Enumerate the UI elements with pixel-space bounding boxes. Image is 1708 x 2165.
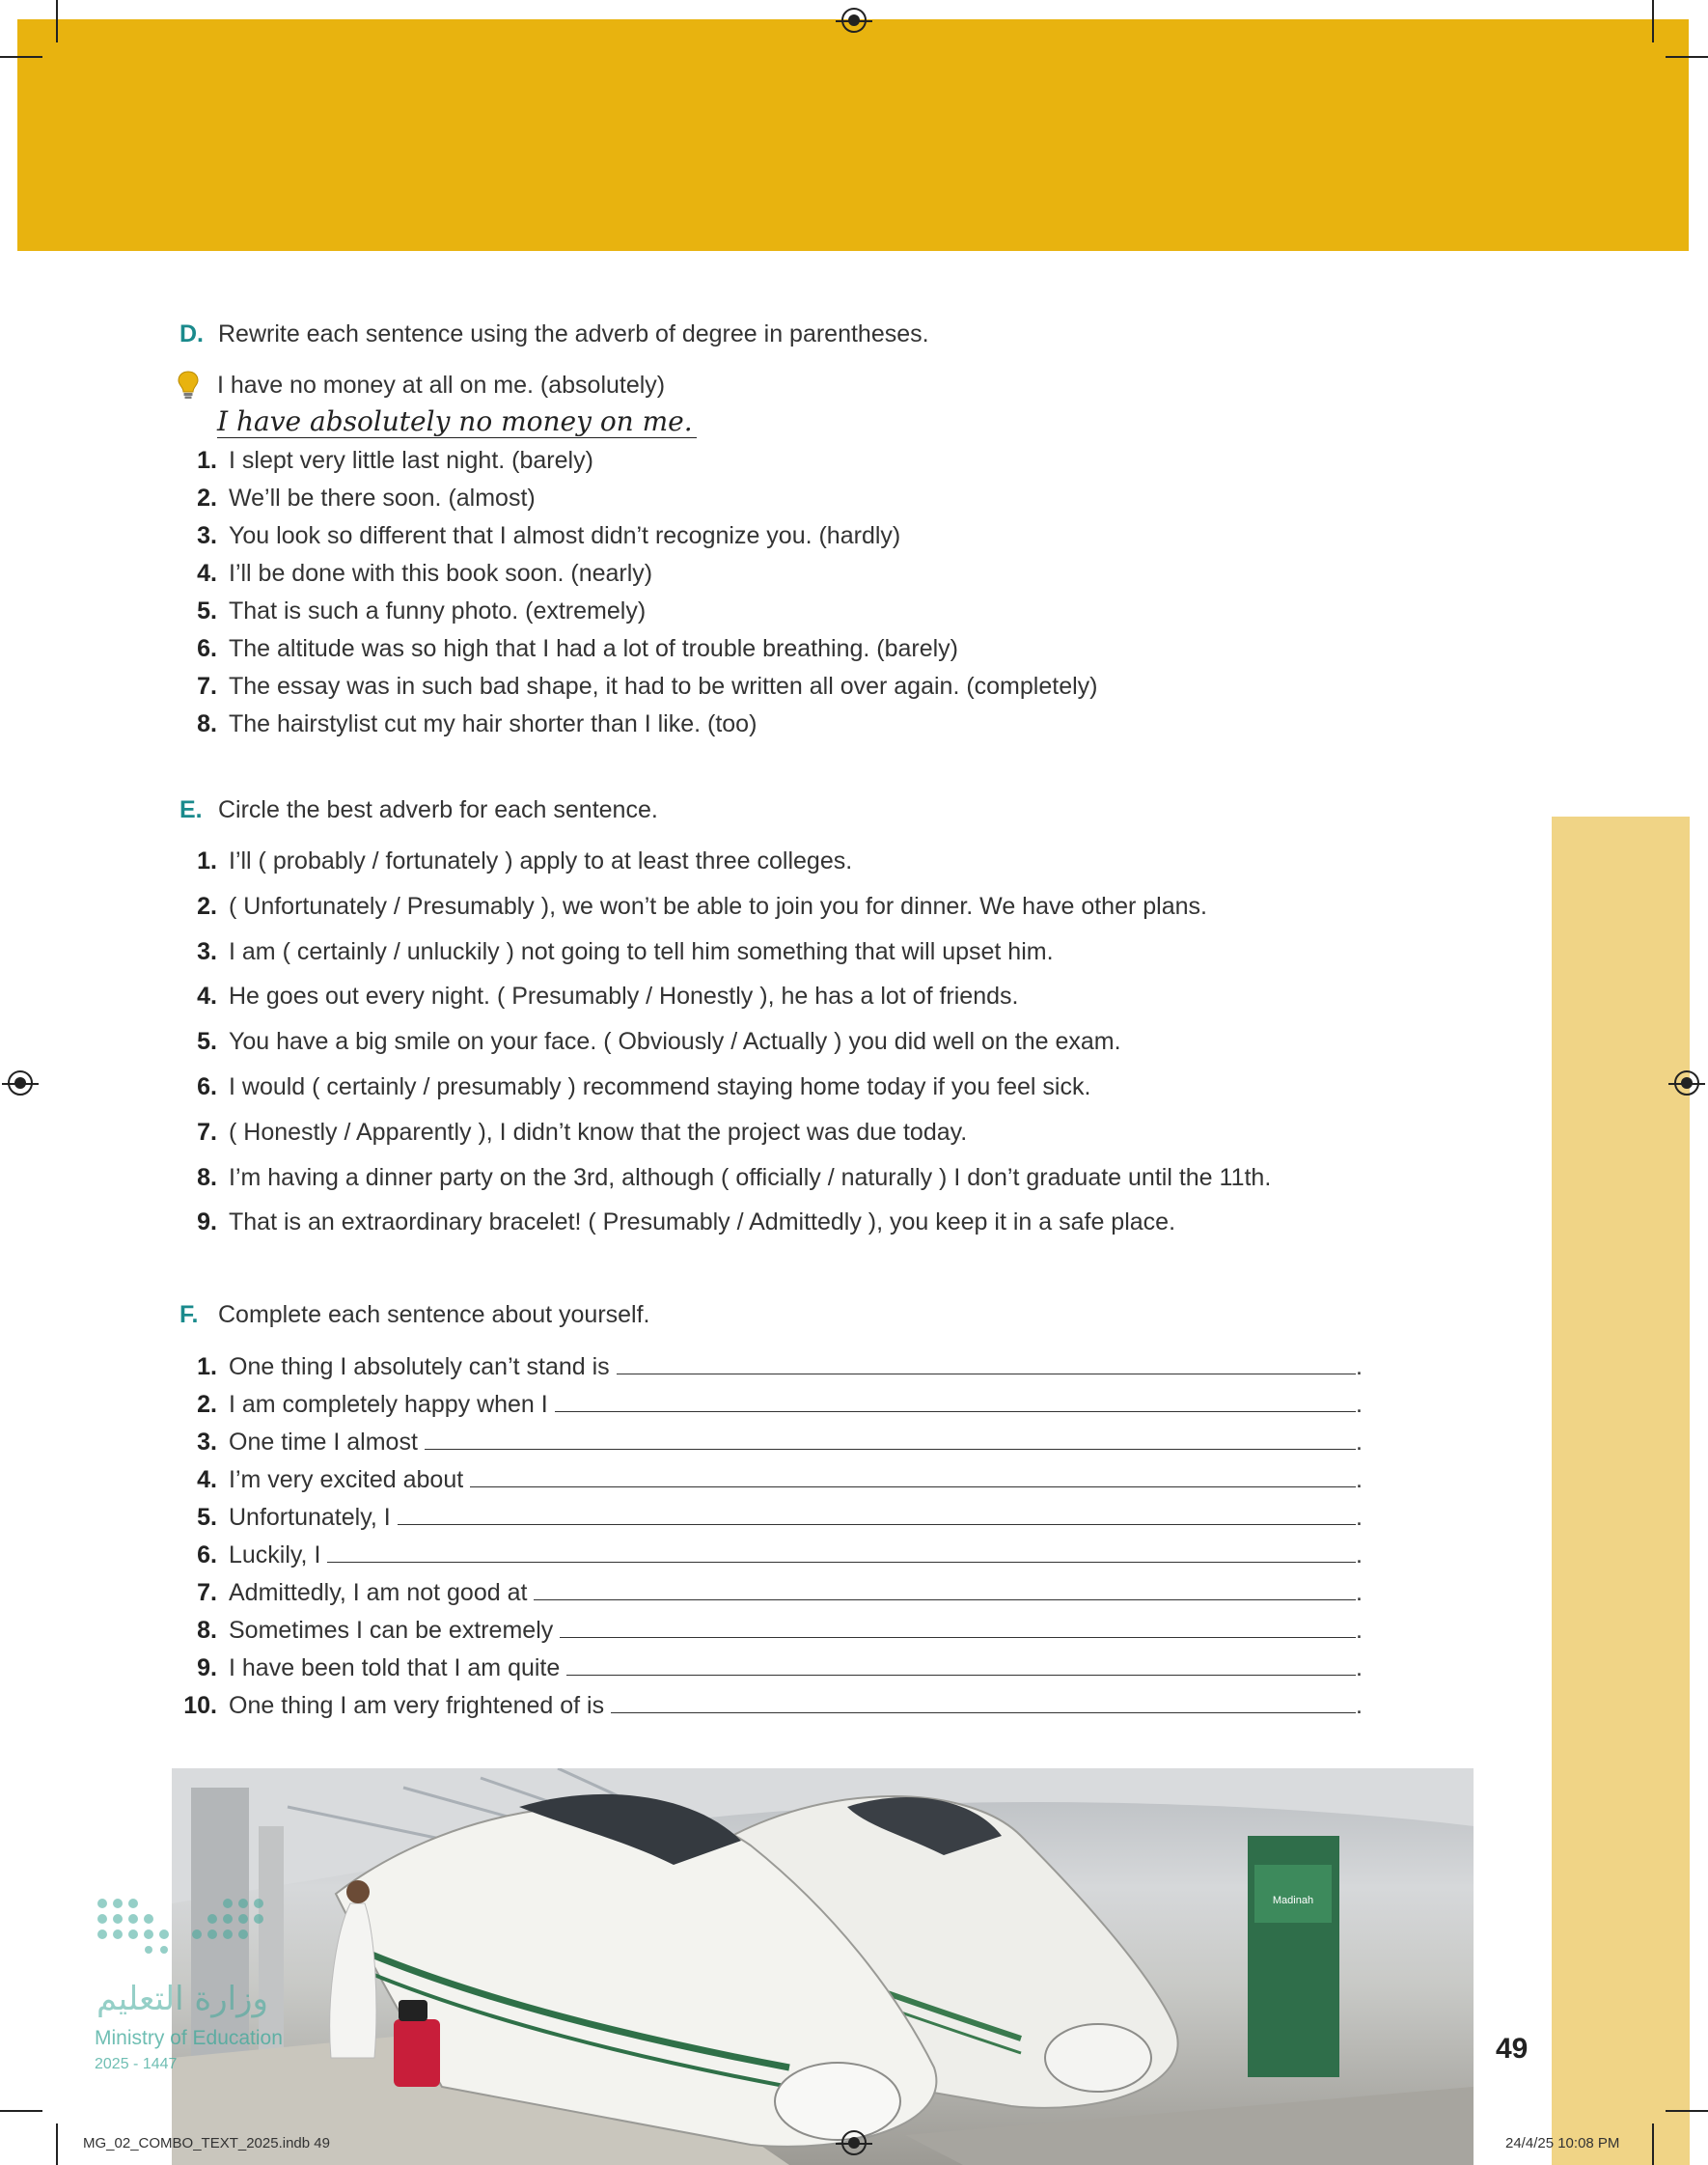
- answer-blank[interactable]: [611, 1693, 1356, 1713]
- example-answer: I have absolutely no money on me.: [217, 405, 697, 438]
- example-question: I have no money at all on me. (absolutely): [217, 372, 666, 399]
- answer-blank[interactable]: [470, 1467, 1356, 1487]
- trim-mark: [1666, 56, 1708, 58]
- trim-mark: [1666, 2110, 1708, 2112]
- list-item: 6. I would ( certainly / presumably ) recommend staying home today if you feel sick.: [197, 1073, 1091, 1100]
- trim-mark: [0, 56, 42, 58]
- list-item: 6. Luckily, I .: [197, 1541, 1363, 1568]
- trim-mark: [0, 2110, 42, 2112]
- list-item: 2. We’ll be there soon. (almost): [197, 485, 536, 512]
- answer-blank[interactable]: [398, 1505, 1356, 1525]
- answer-blank[interactable]: [327, 1542, 1356, 1563]
- list-item: 9. That is an extraordinary bracelet! ( Presumably / Admittedly ), you keep it in a safe place.: [197, 1208, 1176, 1235]
- trim-mark: [56, 2123, 58, 2165]
- section-d-instruction: Rewrite each sentence using the adverb of degree in parentheses.: [218, 320, 929, 347]
- section-e-letter: E.: [179, 796, 203, 823]
- list-item: 5. You have a big smile on your face. ( Obviously / Actually ) you did well on the exam.: [197, 1028, 1121, 1055]
- section-d-letter: D.: [179, 320, 204, 347]
- section-e-instruction: Circle the best adverb for each sentence.: [218, 796, 658, 823]
- list-item: 2. ( Unfortunately / Presumably ), we won’t be able to join you for dinner. We have other plans.: [197, 893, 1207, 920]
- trim-mark: [56, 0, 58, 42]
- list-item: 7. Admittedly, I am not good at .: [197, 1579, 1363, 1606]
- list-item: 2. I am completely happy when I .: [197, 1391, 1363, 1418]
- list-item: 10. One thing I am very frightened of is .: [183, 1692, 1363, 1719]
- list-item: 4. I’ll be done with this book soon. (nearly): [197, 560, 653, 587]
- list-item: 4. He goes out every night. ( Presumably / Honestly ), he has a lot of friends.: [197, 983, 1019, 1010]
- answer-blank[interactable]: [555, 1392, 1356, 1412]
- list-item: 6. The altitude was so high that I had a lot of trouble breathing. (barely): [197, 635, 959, 662]
- registration-mark-icon: [1674, 1070, 1699, 1096]
- side-tab: [1552, 817, 1690, 2165]
- registration-mark-icon: [8, 1070, 33, 1096]
- list-item: 1. I’ll ( probably / fortunately ) apply to at least three colleges.: [197, 847, 853, 874]
- answer-blank[interactable]: [617, 1354, 1356, 1374]
- trim-mark: [1652, 0, 1654, 42]
- trim-mark: [1652, 2123, 1654, 2165]
- logo-english-text: Ministry of Education: [95, 2027, 283, 2049]
- list-item: 3. You look so different that I almost didn’t recognize you. (hardly): [197, 522, 901, 549]
- section-d-heading: [179, 320, 929, 348]
- page-number: 49: [1496, 2033, 1529, 2065]
- list-item: 8. I’m having a dinner party on the 3rd, although ( officially / naturally ) I don’t graduate until the 11th.: [197, 1164, 1272, 1191]
- print-slug-file: MG_02_COMBO_TEXT_2025.indb 49: [83, 2135, 330, 2151]
- list-item: 8. Sometimes I can be extremely .: [197, 1617, 1363, 1644]
- list-item: 9. I have been told that I am quite .: [197, 1654, 1363, 1681]
- section-e-heading: [179, 796, 658, 824]
- answer-blank[interactable]: [560, 1618, 1356, 1638]
- list-item: 8. The hairstylist cut my hair shorter than I like. (too): [197, 710, 758, 737]
- answer-blank[interactable]: [534, 1580, 1356, 1600]
- list-item: 4. I’m very excited about .: [197, 1466, 1363, 1493]
- station-sign-text: Madinah: [1272, 1895, 1314, 1906]
- section-f-heading: [179, 1301, 650, 1329]
- list-item: 5. Unfortunately, I .: [197, 1504, 1363, 1531]
- registration-mark-icon: [841, 8, 867, 33]
- print-slug-date: 24/4/25 10:08 PM: [1505, 2135, 1620, 2151]
- registration-mark-icon: [841, 2130, 867, 2155]
- answer-blank[interactable]: [425, 1429, 1356, 1450]
- list-item: 5. That is such a funny photo. (extremely): [197, 597, 647, 625]
- lightbulb-icon: [178, 371, 199, 400]
- logo-arabic-text: وزارة التعليم: [96, 1980, 268, 2018]
- list-item: 7. The essay was in such bad shape, it had to be written all over again. (completely): [197, 673, 1098, 700]
- train-illustration: [172, 1768, 1474, 2165]
- train-photo: [172, 1768, 1474, 2165]
- answer-blank[interactable]: [566, 1655, 1356, 1676]
- list-item: 7. ( Honestly / Apparently ), I didn’t know that the project was due today.: [197, 1119, 968, 1146]
- header-banner: [17, 19, 1689, 251]
- section-f-instruction: Complete each sentence about yourself.: [218, 1301, 650, 1328]
- logo-year-text: 2025 - 1447: [95, 2056, 178, 2072]
- list-item: 1. One thing I absolutely can’t stand is .: [197, 1353, 1363, 1380]
- list-item: 1. I slept very little last night. (barely): [197, 447, 593, 474]
- list-item: 3. One time I almost .: [197, 1429, 1363, 1456]
- list-item: 3. I am ( certainly / unluckily ) not going to tell him something that will upset him.: [197, 938, 1054, 965]
- section-f-letter: F.: [179, 1301, 199, 1328]
